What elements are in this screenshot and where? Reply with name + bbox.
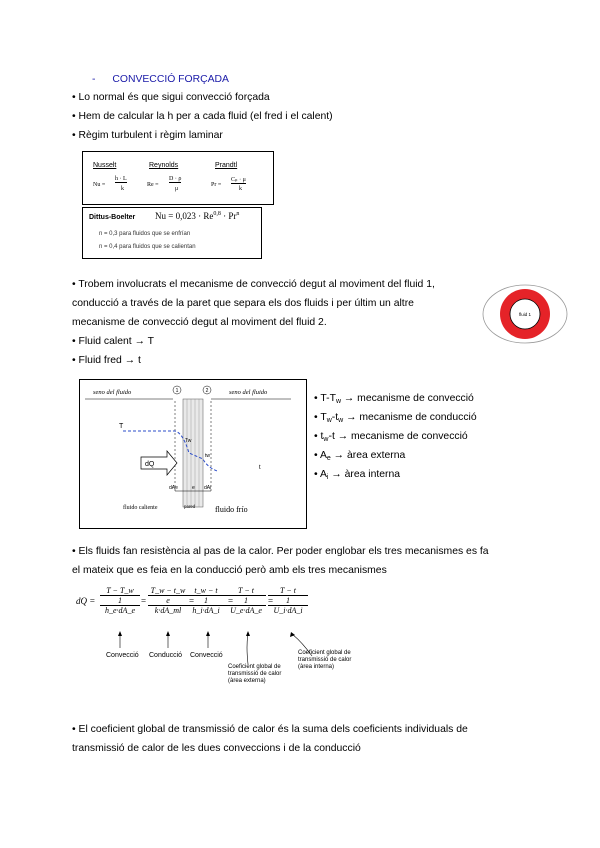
para3-line1: • El coeficient global de transmissió de calor és la suma dels coeficients individuals de [72,724,468,735]
legend-2-b: -t [331,412,339,423]
eq-frac-3-mid: 1 [186,596,226,606]
nusselt-num: h · L [115,176,127,182]
label-tw: tw [205,453,210,459]
reynolds-den: μ [175,186,179,192]
bullet-2: • Hem de calcular la h per a cada fluid (el fred i el calent) [72,111,333,122]
eq-frac-3 [186,586,226,615]
eq-frac-5-den: U_i·dA_i [273,606,303,615]
label-Tw: Tw [185,438,192,444]
dittus-name: Dittus-Boelter [89,214,136,221]
fluid-cold-arrow: → [124,355,136,366]
prandtl-den: k [239,186,242,192]
para1-line3: mecanisme de convecció degut al moviment del fluid 2. [72,317,327,328]
section-heading [92,73,229,86]
dittus-exp2: n [236,211,240,217]
legend-5: • $A_i$ → àrea interna [314,469,401,481]
dittus-note-2: n = 0,4 para fluidos que se calientan [99,244,196,250]
fluid-hot [72,335,154,348]
eq-frac-1-den: h_e·dA_e [105,606,135,615]
legend-4: • $A_e$ → àrea externa [314,450,406,462]
eq-frac-2 [148,586,188,615]
legend-2: • $T_w-t_w$ → mecanisme de conducció [314,412,477,424]
diagram-right-header: seno del fluido [229,389,268,396]
eq-frac-2-mid: e [148,596,188,606]
fluid-hot-arrow: → [134,336,145,347]
bullet-3: • Règim turbulent i règim laminar [72,130,223,141]
label-hot: fluido caliente [123,505,158,511]
dittus-formula-mid: · Pr [220,211,237,221]
label-cold: fluido frío [215,505,248,514]
nusselt-lhs: Nu = [93,182,106,188]
nusselt-den: k [121,186,124,192]
eq-frac-5-num: T − t [268,586,308,596]
fluid-hot-label: • Fluid calent [72,336,132,347]
coef-int-2: transmissió de calor [298,657,352,663]
dittus-formula-main: Nu = 0,023 · Re [155,211,214,221]
para2-line2: el mateix que es feia en la conducció però amb els tres mecanismes [72,565,387,576]
eq-frac-4-num: T − t [226,586,266,596]
eq-frac-1-mid: 1 [100,596,140,606]
coef-internal [298,650,351,671]
legend-2-text: → mecanisme de conducció [343,412,477,423]
eq-eq-2: = [189,596,195,606]
coef-int-1: Coeficient global de [298,650,351,656]
nusselt-name: Nusselt [93,162,117,169]
label-wall: pared [184,505,196,510]
eq-frac-4 [226,586,266,615]
prandtl-lhs: Pr = [211,182,222,188]
dittus-exp1: 0,8 [213,211,221,217]
legend-4-asub: e [326,455,331,462]
wall-diagram [79,379,307,529]
legend-3-text: → mecanisme de convecció [334,431,468,442]
fluid-cold-label: • Fluid fred [72,355,122,366]
eq-frac-3-num: t_w − t [186,586,226,596]
label-t: t [259,465,261,471]
prandtl-name: Prandtl [215,162,238,169]
legend-5-asub: i [326,474,329,481]
eq-frac-2-num: T_w − t_w [148,586,188,596]
pipe-icon-label: fluid 1 [518,312,532,317]
eq-eq-4: = [268,596,274,606]
eq-frac-5 [268,586,308,615]
pipe-icon [480,283,570,345]
heading-dash: - [92,74,96,85]
fluid-hot-var: T [147,336,155,347]
label-conduction: Conducció [149,652,183,659]
legend-2-asub: w [326,417,332,424]
eq-frac-2-den: k·dA_ml [154,606,182,615]
coef-ext-1: Coeficient global de [228,664,281,670]
legend-2-a: T [320,412,327,423]
coef-ext-3: (àrea externa) [228,678,266,684]
eq-frac-4-den: U_e·dA_e [230,606,262,615]
label-convection-2: Convecció [190,652,223,659]
legend-3-b: -t [328,431,335,442]
coef-int-3: (àrea interna) [298,664,335,670]
reynolds-name: Reynolds [149,162,179,169]
label-dAe: dAe [169,485,178,491]
eq-frac-4-mid: 1 [226,596,266,606]
dittus-box [82,207,262,259]
legend-3: • $t_w-t$ → mecanisme de convecció [314,431,468,443]
reynolds-num: D · ρ [169,176,182,182]
eq-frac-5-mid: 1 [268,596,308,606]
label-T: T [119,423,124,430]
reynolds-lhs: Re = [147,182,159,188]
legend-4-a: A [319,450,327,461]
bullet-1: • Lo normal és que sigui convecció forçada [72,92,270,103]
label-dAi: dAi [204,485,212,491]
eq-frac-3-den: h_i·dA_i [192,606,220,615]
circle-1-label: 1 [175,388,179,394]
legend-4-text: → àrea externa [330,450,406,461]
legend-1: • $T-T_w$ → mecanisme de convecció [314,393,474,405]
legend-1-a: T-T [320,393,336,404]
eq-eq-3: = [228,596,234,606]
fluid-cold [72,354,141,367]
prandtl-num: Cₚ · μ [231,177,246,183]
coef-external [228,664,281,685]
para1-line2: conducció a través de la paret que separa els dos fluids i per últim un altre [72,298,414,309]
eq-lhs: dQ = [76,596,96,606]
para2-line1: • Els fluids fan resistència al pas de la calor. Per poder englobar els tres mecanismes es fa [72,546,489,557]
legend-5-a: A [319,469,327,480]
legend-1-text: → mecanisme de convecció [341,393,474,404]
para3-line2: transmissió de calor de les dues conveccions i de la conducció [72,743,361,754]
eq-frac-1 [100,586,140,615]
legend-5-text: → àrea interna [328,469,401,480]
diagram-left-header: seno del fluido [93,389,132,396]
heading-title: CONVECCIÓ FORÇADA [112,74,229,85]
eq-frac-1-num: T − T_w [100,586,140,596]
eq-eq-1: = [141,596,147,606]
label-dQ: dQ [145,461,155,468]
legend-3-a: t [320,431,324,442]
dimensionless-box [82,151,274,205]
circle-2-label: 2 [205,388,209,394]
legend-2-bsub: w [338,417,344,424]
dittus-formula [155,211,239,221]
dittus-note-1: n = 0,3 para fluidos que se enfrían [99,231,191,237]
fluid-cold-var: t [138,355,141,366]
legend-3-asub: w [323,436,329,443]
para1-line1: • Trobem involucrats el mecanisme de convecció degut al moviment del fluid 1, [72,279,435,290]
label-e: e [192,485,195,491]
legend-1-asub: w [335,398,341,405]
coef-ext-2: transmissió de calor [228,671,282,677]
label-convection-1: Convecció [106,652,139,659]
